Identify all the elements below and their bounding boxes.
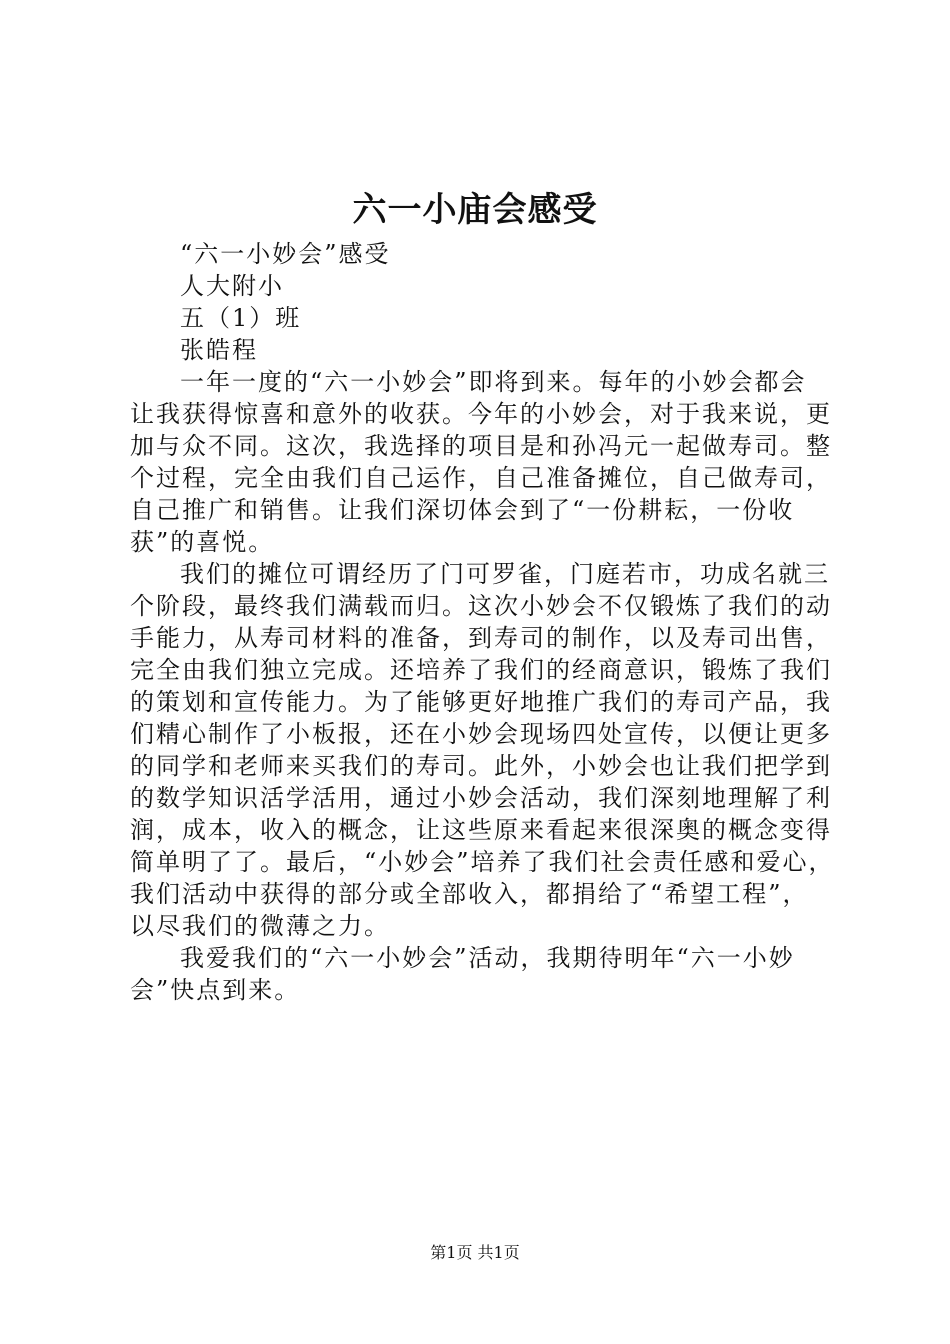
header-line-class: 五（1）班 [180, 304, 302, 332]
paragraph-line: 自己推广和销售。让我们深切体会到了“一份耕耘，一份收 [130, 496, 795, 524]
paragraph-line: 让我获得惊喜和意外的收获。今年的小妙会，对于我来说，更 [130, 400, 832, 428]
page-footer: 第1页 共1页 [430, 1243, 520, 1262]
paragraph-line: 润，成本，收入的概念，让这些原来看起来很深奥的概念变得 [130, 816, 832, 844]
paragraph-3 [130, 942, 836, 1006]
paragraph-line: 手能力，从寿司材料的准备，到寿司的制作，以及寿司出售， [130, 624, 832, 652]
paragraph-line: 会”快点到来。 [130, 976, 301, 1004]
paragraph-line: 的数学知识活学活用，通过小妙会活动，我们深刻地理解了利 [130, 784, 832, 812]
paragraph-line: 获”的喜悦。 [130, 528, 275, 556]
paragraph-line: 完全由我们独立完成。还培养了我们的经商意识，锻炼了我们 [130, 656, 832, 684]
paragraph-1 [130, 366, 836, 558]
header-line-subtitle: “六一小妙会”感受 [180, 240, 391, 268]
header-line-author: 张皓程 [180, 336, 258, 364]
paragraph-line: 加与众不同。这次，我选择的项目是和孙冯元一起做寿司。整 [130, 432, 832, 460]
paragraph-line: 个阶段，最终我们满载而归。这次小妙会不仅锻炼了我们的动 [130, 592, 832, 620]
paragraph-line: 们精心制作了小板报，还在小妙会现场四处宣传，以便让更多 [130, 720, 832, 748]
paragraph-line: 的策划和宣传能力。为了能够更好地推广我们的寿司产品，我 [130, 688, 832, 716]
paragraph-line: 一年一度的“六一小妙会”即将到来。每年的小妙会都会 [180, 368, 807, 396]
document-title: 六一小庙会感受 [352, 190, 598, 230]
paragraph-line: 我爱我们的“六一小妙会”活动，我期待明年“六一小妙 [180, 944, 795, 972]
paragraph-line: 个过程，完全由我们自己运作，自己准备摊位，自己做寿司， [130, 464, 832, 492]
paragraph-line: 我们活动中获得的部分或全部收入，都捐给了“希望工程”， [130, 880, 809, 908]
paragraph-line: 我们的摊位可谓经历了门可罗雀，门庭若市，功成名就三 [180, 560, 830, 588]
paragraph-2 [130, 558, 836, 942]
paragraph-line: 简单明了了。最后，“小妙会”培养了我们社会责任感和爱心， [130, 848, 835, 876]
document-body [130, 238, 836, 1006]
header-line-school: 人大附小 [180, 272, 284, 300]
paragraph-line: 以尽我们的微薄之力。 [130, 912, 390, 940]
paragraph-line: 的同学和老师来买我们的寿司。此外，小妙会也让我们把学到 [130, 752, 832, 780]
